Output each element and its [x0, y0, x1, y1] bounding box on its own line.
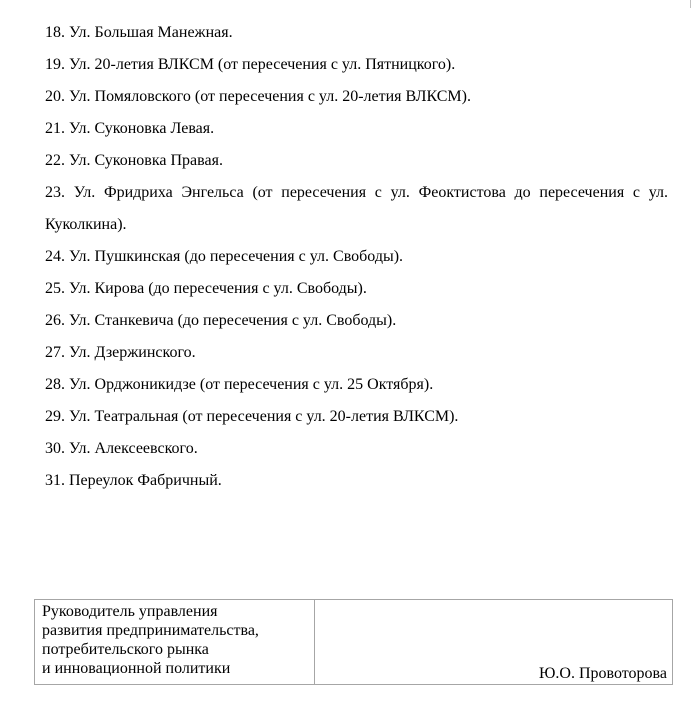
list-item: 18. Ул. Большая Манежная.: [45, 24, 233, 41]
signature-position-line: Руководитель управления: [42, 603, 218, 620]
signature-position-line: развития предпринимательства,: [42, 622, 259, 639]
list-item: 31. Переулок Фабричный.: [45, 472, 222, 489]
list-item: 26. Ул. Станкевича (до пересечения с ул. Свободы).: [45, 312, 397, 329]
list-item: 29. Ул. Театральная (от пересечения с ул. 20-летия ВЛКСМ).: [45, 408, 459, 425]
signature-position-line: и инновационной политики: [42, 660, 231, 677]
list-item: 30. Ул. Алексеевского.: [45, 440, 198, 457]
signature-position-cell: [35, 600, 315, 685]
signature-position-line: потребительского рынка: [42, 641, 209, 658]
list-item: 20. Ул. Помяловского (от пересечения с ул. 20-летия ВЛКСМ).: [45, 88, 471, 105]
list-item: 24. Ул. Пушкинская (до пересечения с ул. Свободы).: [45, 248, 404, 265]
street-list: [45, 17, 668, 497]
list-item: 25. Ул. Кирова (до пересечения с ул. Свободы).: [45, 280, 367, 297]
list-item: 27. Ул. Дзержинского.: [45, 344, 196, 361]
signature-table: [34, 599, 673, 685]
list-item: 22. Ул. Суконовка Правая.: [45, 152, 223, 169]
list-item: 19. Ул. 20-летия ВЛКСМ (от пересечения с ул. Пятницкого).: [45, 56, 456, 73]
list-item: 21. Ул. Суконовка Левая.: [45, 120, 215, 137]
signature-name: Ю.О. Провоторова: [538, 665, 667, 682]
list-item: 23. Ул. Фридриха Энгельса (от пересечения с ул. Феоктистова до пересечения с ул. Куколкина).: [45, 184, 668, 233]
list-item: 28. Ул. Орджоникидзе (от пересечения с ул. 25 Октября).: [45, 376, 434, 393]
signature-name-cell: [315, 600, 673, 685]
